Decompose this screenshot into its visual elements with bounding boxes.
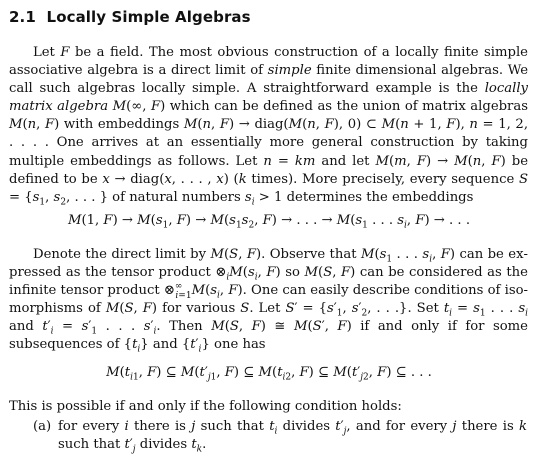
condition-text: for every i there is j such that $t_i$ divides $t'_j$, and for every j there is k such that $t'_j$ divides $t_k$.: [58, 419, 527, 455]
section-title: Locally Simple Algebras: [46, 8, 251, 26]
paragraph-3: This is possible if and only if the following condition holds:: [9, 399, 402, 414]
display-equation-subsequences: $M(t_{i1}$, F) ⊆ $M(t'_{j1}$, F) ⊆ $M(t_{i2}$, F) ⊆ $M(t'_{j2}$, F) ⊆ . . .: [106, 365, 432, 383]
condition-label: (a): [33, 419, 52, 434]
section-number: 2.1: [9, 8, 36, 26]
display-equation-embeddings: M(1, $F) \to M(s_1$, $F) \to M(s_1s_2$, F) → . . . → $M(s_1$ . . . $s_i$, F) → . . .: [67, 213, 471, 231]
paragraph-1: Let F be a field. The most obvious construction of a locally finite simple associative algebra is a direct limit of simple finite dimensional algebras. We call such algebras locally simple. A straightforward example is the locally matrix algebra M(∞, F) which can be defined as the union of matrix algebras M(n, F) with embeddings M(n, F) → diag(M(n, F), 0) ⊂ M(n + 1, F), n = 1, 2, . . . . One arrives at an essentially more general construction by taking multiple embeddings as follows. Let n = km and let M(m, F) → M(n, F) be defined to be x → diag(x, . . . , x) (k times). More precisely, every sequence $S = \{s_1$, $s_2$, . . . } of natural numbers $s_i > 1$ determines the embeddings: [9, 45, 529, 208]
condition-item-a: [33, 418, 527, 454]
section-heading: [9, 8, 251, 26]
paragraph-2: Denote the direct limit by M(S, F). Observe that $M(s_1$ . . . $s_i$, F) can be expressed as the tensor product $\otimes_iM(s_i$, F) so M(S, F) can be considered as the infinite tensor product $\otimes^\infty_{i=1}M(s_i$, F). One can easily describe conditions of isomorphisms of M(S, F) for various S. Let $S' = \{s'_1$, $s'_2$, . . .}. Set $t_i = s_1$ . . . $s_i$ and $t'_i = s'_1$ . . . $s'_i$. Then M(S, F) ≅ M(S′, F) if and only if for some subsequences of $\{t_i\}$ and $\{t'_i\}$ one has: [9, 247, 529, 356]
